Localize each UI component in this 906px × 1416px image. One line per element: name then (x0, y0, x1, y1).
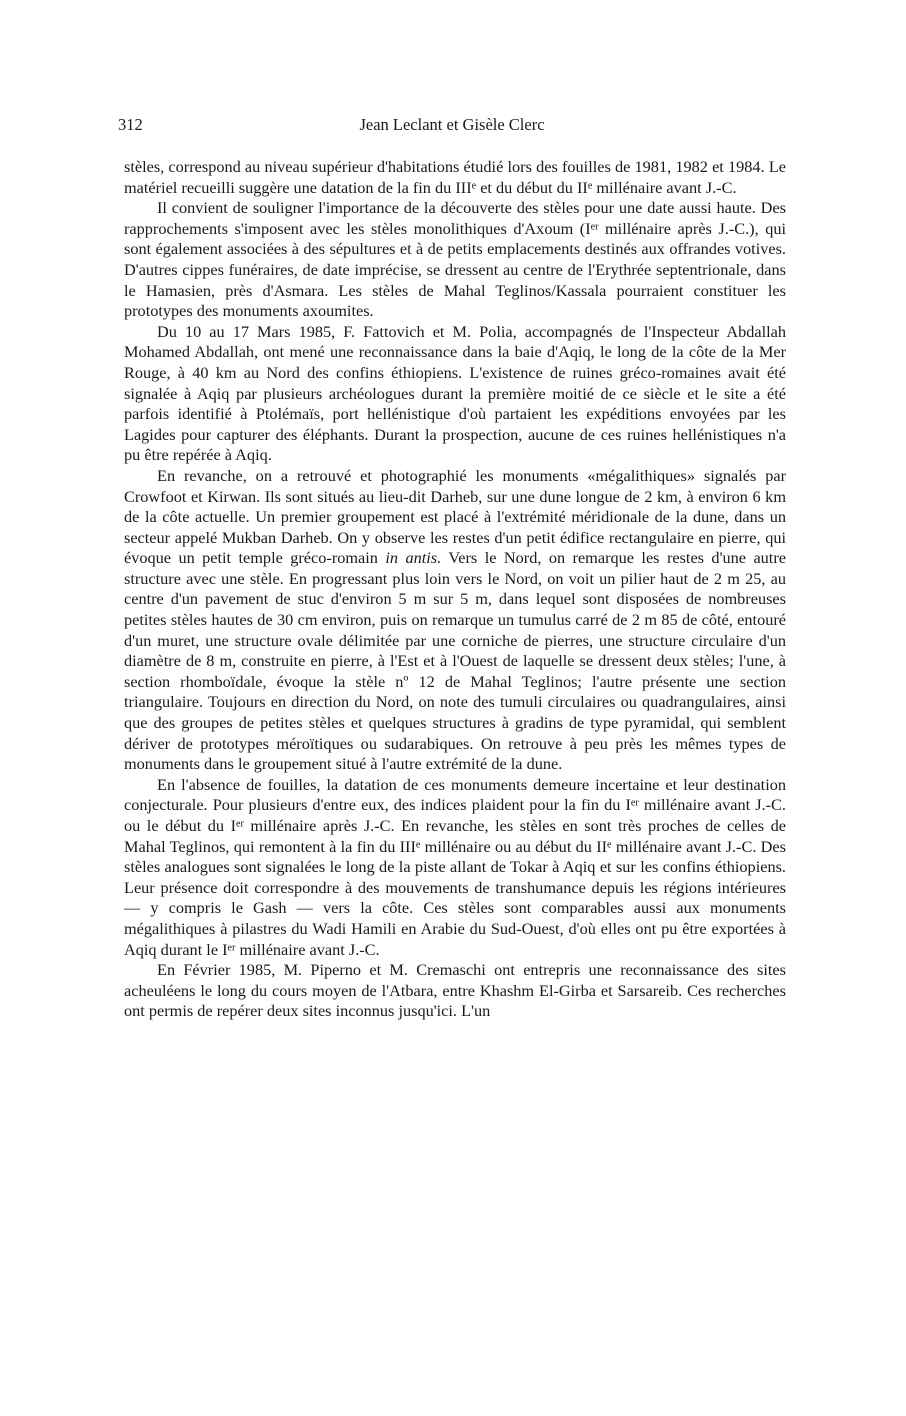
body-text (124, 157, 786, 1022)
superscript: er (590, 221, 599, 233)
text-segment: En l'absence de fouilles, la datation de ces monuments demeure incertaine et leur destination conjecturale. Pour plusieurs d'entre eux, des indices plaident pour la fin du I (124, 774, 786, 815)
text-segment: millénaire avant J.-C. Des stèles analogues sont signalées le long de la piste allant de Tokar à Aqiq et sur les confins éthiopiens. Leur présence doit correspondre à des mouvements de transhumance depuis les régions intérieures — y compris le Gash — vers la côte. Ces stèles sont comparables aussi aux monuments mégalithiques à pilastres du Wadi Hamili en Arabie du Sud-Ouest, d'où elles ont pu être exportées à Aqiq durant le I (124, 836, 786, 959)
text-segment: millénaire ou au début du II (420, 836, 608, 856)
superscript: er (236, 818, 244, 830)
superscript: er (227, 942, 236, 954)
text-segment: millénaire avant J.-C. (235, 939, 380, 959)
text-segment: et du début du II (476, 177, 588, 197)
paragraph (124, 466, 786, 775)
text-segment: Du 10 au 17 Mars 1985, F. Fattovich et M. Polia, accompagnés de l'Inspecteur Abdallah Mohamed Abdallah, ont mené une reconnaissance dans la baie d'Aqiq, le long de la côte de la Mer Rouge, à 40 km au Nord des confins éthiopiens. L'existence de ruines gréco-romaines avait été signalée à Aqiq par plusieurs archéologues durant la première moitié de ce siècle et le site a été parfois identifié à Ptolémaïs, port hellénistique d'où partaient les expéditions envoyées par les Lagides pour capturer des éléphants. Durant la prospection, aucune de ces ruines hellénistiques n'a pu être repérée à Aqiq. (124, 321, 786, 465)
text-segment: millénaire après J.-C. En revanche, les stèles en sont très proches de celles de Mahal Teglinos, qui remontent à la fin du III (124, 816, 787, 856)
italic-text: in antis. (385, 548, 442, 568)
paragraph (124, 960, 786, 1022)
text-segment: millénaire avant J.-C. ou le début du I (124, 795, 786, 835)
text-segment: Vers le Nord, on remarque les restes d'une autre structure avec une stèle. En progressant plus loin vers le Nord, on voit un pilier haut de 2 m 25, au centre d'un pavement de stuc d'environ 5 m sur 5 m, dans lequel sont disposées de nombreuses petites stèles hautes de 30 cm environ, puis on remarque un tumulus carré de 2 m 85 de côté, entouré d'un muret, une structure ovale délimitée par une corniche de pierres, une structure circulaire d'un diamètre de 8 m, construite en pierre, à l'Est et à l'Ouest de laquelle se dressent deux stèles; l'une, à section rhomboïdale, évoque la stèle nº 12 de Mahal Teglinos; l'autre présente une section triangulaire. Toujours en direction du Nord, on note des tumuli circulaires ou quadrangulaires, ainsi que des groupes de petites stèles et quelques structures à gradins de type pyramidal, qui semblent dériver de prototypes méroïtiques ou sudarabiques. On retrouve à peu près les mêmes types de monuments dans le groupement situé à l'autre extrémité de la dune. (124, 548, 786, 774)
superscript: e (471, 180, 477, 192)
text-segment: millénaire avant J.-C. (592, 177, 737, 197)
text-segment: stèles, correspond au niveau supérieur d'habitations étudié lors des fouilles de 1981, 1982 et 1984. Le matériel recueilli suggère une datation de la fin du III (124, 157, 786, 197)
superscript: e (607, 839, 612, 851)
running-title: Jean Leclant et Gisèle Clerc (359, 115, 545, 134)
text-segment: En revanche, on a retrouvé et photographié les monuments «mégalithiques» signalés par Crowfoot et Kirwan. Ils sont situés au lieu-dit Darheb, sur une dune longue de 2 km, à environ 6 km de la côte actuelle. Un premier groupement est placé à l'extrémité méridionale de la dune, dans un secteur appelé Mukban Darheb. On y observe les restes d'un petit édifice rectangulaire en pierre, qui évoque un petit temple gréco-romain (124, 465, 786, 568)
text-segment: millénaire après J.-C.), qui sont également associées à des sépultures et à de petits emplacements destinés aux offrandes votives. D'autres cippes funéraires, de date imprécise, se dressent au centre de l'Erythrée septentrionale, dans le Hamasien, près d'Asmara. Les stèles de Mahal Teglinos/Kassala pourraient constituer les prototypes des monuments axoumites. (124, 218, 787, 321)
superscript: e (587, 180, 593, 192)
paragraph (124, 198, 786, 322)
text-segment: Il convient de souligner l'importance de la découverte des stèles pour une date aussi haute. Des rapprochements s'imposent avec les stèles monolithiques d'Axoum (I (124, 198, 786, 238)
paragraph (124, 322, 786, 466)
page-number: 312 (118, 115, 143, 134)
text-segment: En Février 1985, M. Piperno et M. Cremaschi ont entrepris une reconnaissance des sites acheuléens le long du cours moyen de l'Atbara, entre Khashm El-Girba et Sarsareib. Ces recherches ont permis de repérer deux sites inconnus jusqu'ici. L'un (124, 960, 786, 1021)
paragraph (124, 157, 786, 198)
superscript: e (415, 839, 421, 851)
paragraph (124, 775, 786, 960)
page-header (118, 115, 786, 139)
superscript: er (630, 797, 639, 809)
